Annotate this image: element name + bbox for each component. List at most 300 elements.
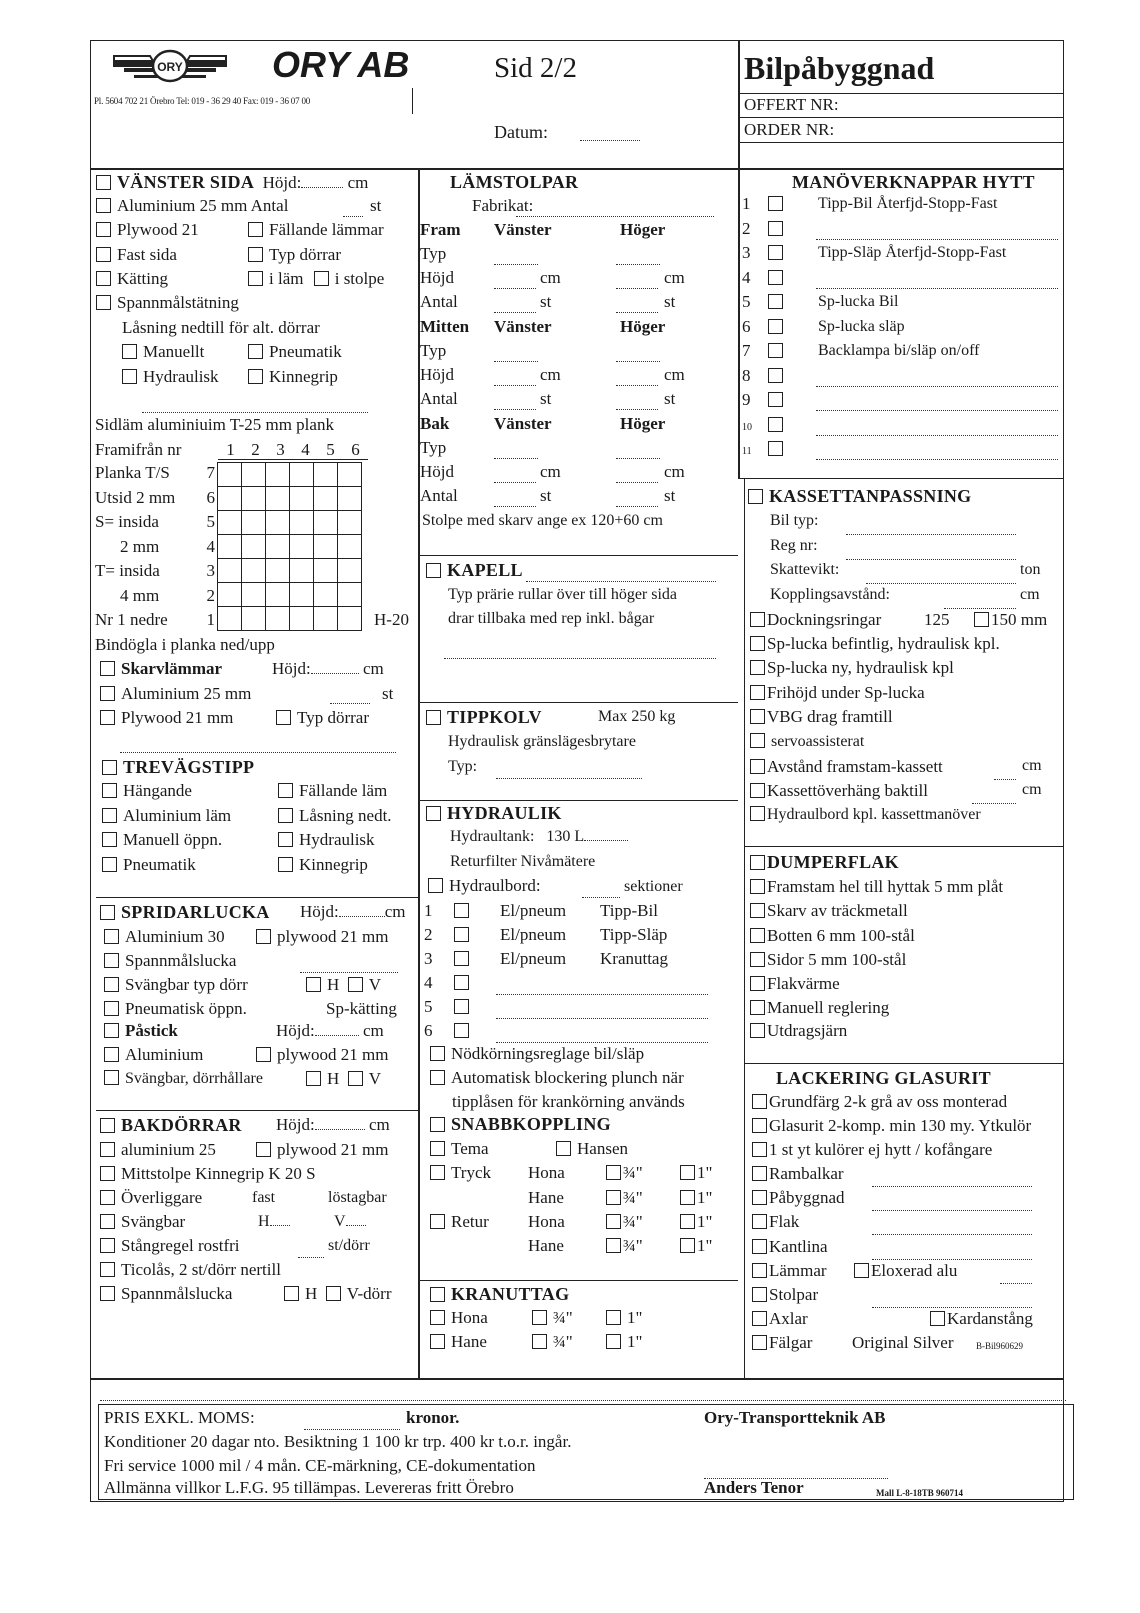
coupling-size-checkbox[interactable] [606,1238,621,1253]
svangbar-checkbox[interactable] [100,1214,115,1229]
offert-number-field[interactable]: OFFERT NR: [744,95,839,114]
plank-cell[interactable] [266,583,290,607]
kranuttag-hona-1-checkbox[interactable] [606,1310,621,1325]
button-field[interactable] [816,276,1058,289]
lamstolpar-field[interactable] [616,397,658,410]
coupling-size: ¾" [606,1236,643,1256]
kranuttag-checkbox[interactable] [430,1287,445,1302]
spannmalslucka-row: Spannmålslucka [104,951,236,971]
plank-cell[interactable] [314,487,338,511]
hydraulik-section-row [424,1021,475,1041]
aluminium-30-checkbox[interactable] [104,929,119,944]
lamstolpar-field[interactable] [494,276,536,289]
unit-label: st [664,486,676,505]
plank-cell[interactable] [218,487,242,511]
falgar-checkbox[interactable] [752,1335,767,1350]
unit-label: cm [540,462,561,481]
lamstolpar-field[interactable] [616,300,658,313]
button-field[interactable] [816,398,1058,411]
button-checkbox[interactable] [768,392,783,407]
retur-checkbox[interactable] [430,1214,445,1229]
coupling-size-checkbox[interactable] [680,1238,695,1253]
coupling-size-checkbox[interactable] [606,1165,621,1180]
eloxerad-checkbox[interactable] [854,1263,869,1278]
hydraulbord-field[interactable] [582,885,620,898]
plank-cell[interactable] [290,535,314,559]
trevagstipp-checkbox[interactable] [102,760,117,775]
manover-row [742,292,789,312]
pris-field[interactable] [304,1417,400,1430]
button-number: 1 [742,194,751,213]
plank-cell[interactable] [242,583,266,607]
button-function: Backlampa bi/släp on/off [818,342,980,359]
fast-sida-checkbox[interactable] [96,247,111,262]
plank-cell[interactable] [218,583,242,607]
pabyggnad-field[interactable] [872,1198,1032,1211]
lasning-nedt-checkbox[interactable] [278,808,293,823]
kranuttag-hona-checkbox[interactable] [430,1310,445,1325]
mittstolpe-checkbox[interactable] [100,1166,115,1181]
kinnegrip-checkbox[interactable] [248,369,263,384]
button-checkbox[interactable] [768,441,783,456]
typ-dorrar-checkbox[interactable] [248,247,263,262]
coupling-size-checkbox[interactable] [680,1165,695,1180]
plank-grid[interactable] [217,462,362,631]
hydraultank-field[interactable] [584,828,628,841]
section-checkbox[interactable] [454,1023,469,1038]
coupling-size-checkbox[interactable] [606,1190,621,1205]
coupling-size: ¾" [606,1188,643,1208]
botten-checkbox[interactable] [750,928,765,943]
svangbar-dorr-v-checkbox[interactable] [348,1071,363,1086]
skarvlammar-hojd: Höjd: cm [272,659,384,678]
section-checkbox[interactable] [454,951,469,966]
lamstolpar-row-label: Antal [420,389,458,408]
section-checkbox[interactable] [454,903,469,918]
section-field[interactable] [496,1006,708,1019]
lamstolpar-field[interactable] [494,300,536,313]
svangbar-h-checkbox[interactable] [306,977,321,992]
one-st-checkbox[interactable] [752,1142,767,1157]
aluminium-checkbox[interactable] [104,1047,119,1062]
coupling-size: 1" [680,1163,712,1183]
fast-sida-row: Fast sida [96,245,177,265]
plank-cell[interactable] [338,487,362,511]
plank-cell[interactable] [338,535,362,559]
spannmalstatning-checkbox[interactable] [96,295,111,310]
plank-cell[interactable] [242,463,266,487]
plank-cell[interactable] [290,463,314,487]
order-number-field[interactable]: ORDER NR: [744,120,835,139]
vanster-hojd-field[interactable] [301,175,343,188]
skarv-checkbox[interactable] [750,903,765,918]
kardan-checkbox[interactable] [930,1311,945,1326]
button-field[interactable] [816,227,1058,240]
svangbar-typ-checkbox[interactable] [104,977,119,992]
servo-checkbox[interactable] [750,733,765,748]
vanster-sida-checkbox[interactable] [96,175,111,190]
trevagstipp-row: TREVÄGSTIPP [102,757,254,778]
col3-section-line-2 [744,846,1064,847]
plank-cell[interactable] [338,463,362,487]
plank-cell[interactable] [242,607,266,631]
aluminium-lam-checkbox[interactable] [102,808,117,823]
plank-cell[interactable] [218,607,242,631]
plank-cell[interactable] [218,463,242,487]
pneumatik-checkbox-2[interactable] [102,857,117,872]
plank-cell[interactable] [266,607,290,631]
plywood-21mm-checkbox-2[interactable] [256,929,271,944]
aluminium-25-checkbox[interactable] [96,198,111,213]
section-checkbox[interactable] [454,927,469,942]
spannmalstatning-row: Spannmålstätning [96,293,239,313]
plank-cell[interactable] [314,511,338,535]
hansen-row: Hansen [556,1139,628,1159]
flakvarme-checkbox[interactable] [750,976,765,991]
lamstolpar-field[interactable] [494,446,538,459]
kantlina-row: Kantlina [752,1237,828,1257]
overhang-cm: cm [1022,781,1042,798]
lamstolpar-field[interactable] [616,349,660,362]
plank-cell[interactable] [338,583,362,607]
side-label: Vänster [494,414,552,433]
pneumatik-checkbox[interactable] [248,344,263,359]
svangbar-h-label: H [258,1213,290,1231]
plank-cell[interactable] [242,487,266,511]
dumperflak-checkbox[interactable] [750,855,765,870]
section-field[interactable] [496,1030,708,1043]
date-field[interactable] [580,128,640,141]
plank-cell[interactable] [266,487,290,511]
plank-cell[interactable] [290,511,314,535]
hydraulbord-kpl-row: Hydraulbord kpl. kassettmanöver [750,806,981,824]
framstam-row: Framstam hel till hyttak 5 mm plåt [750,877,1003,897]
spannmalslucka-field[interactable] [300,960,398,973]
sp-befintlig-checkbox[interactable] [750,636,765,651]
bil-typ-field[interactable] [846,522,1016,535]
fabrikat-field[interactable] [516,204,714,217]
bakdorrar-hojd-field[interactable] [315,1117,365,1130]
hydraulisk-checkbox-2[interactable] [278,832,293,847]
hydraulbord-kpl-checkbox[interactable] [750,806,765,821]
lammar-row: Lämmar [752,1261,827,1281]
button-number: 5 [742,292,751,311]
sidor-row: Sidor 5 mm 100-stål [750,950,906,970]
footer-divider [90,1378,1064,1380]
button-checkbox[interactable] [768,221,783,236]
spridarlucka-hojd: Höjd: cm [300,902,406,921]
stangregel-checkbox[interactable] [100,1238,115,1253]
plywood-21mm-row-3: plywood 21 mm [256,1045,388,1065]
kantlina-field[interactable] [872,1247,1032,1260]
overhang-checkbox[interactable] [750,783,765,798]
katting-checkbox[interactable] [96,271,111,286]
flak-field[interactable] [872,1222,1032,1235]
vbg-checkbox[interactable] [750,709,765,724]
axlar-checkbox[interactable] [752,1311,767,1326]
i-lam-checkbox[interactable] [248,271,263,286]
skarvlammar-checkbox[interactable] [100,661,115,676]
plank-cell[interactable] [266,559,290,583]
svangbar-v-checkbox[interactable] [348,977,363,992]
tema-checkbox[interactable] [430,1141,445,1156]
button-checkbox[interactable] [768,245,783,260]
coupling-label: Hane [528,1188,564,1207]
plank-cell[interactable] [314,607,338,631]
spannmal-h-checkbox[interactable] [284,1286,299,1301]
coupling-size-checkbox[interactable] [606,1214,621,1229]
kranuttag-hane-34-checkbox[interactable] [532,1334,547,1349]
snabbkoppling-row: SNABBKOPPLING [430,1114,611,1135]
spannmalslucka-checkbox-2[interactable] [100,1286,115,1301]
plank-cell[interactable] [338,511,362,535]
lamstolpar-field[interactable] [494,494,536,507]
spannmalslucka-checkbox[interactable] [104,953,119,968]
original-silver: Original Silver [852,1333,954,1352]
plank-cell[interactable] [338,559,362,583]
rambalkar-field[interactable] [872,1174,1032,1187]
tippkolv-typ-field[interactable] [496,766,642,779]
lamstolpar-field[interactable] [616,276,658,289]
typ-dorrar-checkbox-2[interactable] [276,710,291,725]
fallande-lam-checkbox[interactable] [278,783,293,798]
kapell-checkbox[interactable] [426,563,441,578]
framstam-checkbox[interactable] [750,879,765,894]
svangbar-dorr-checkbox[interactable] [104,1070,119,1085]
plank-cell[interactable] [290,559,314,583]
lamstolpar-field[interactable] [616,446,660,459]
header-row-line-3 [738,142,1064,143]
framifran-label: Framifrån nr [95,440,182,459]
sp-ny-checkbox[interactable] [750,660,765,675]
lamstolpar-field[interactable] [616,373,658,386]
plank-cell[interactable] [338,607,362,631]
lammar-checkbox[interactable] [752,1263,767,1278]
lamstolpar-row-label: Höjd [420,462,454,481]
section-field[interactable] [496,982,708,995]
aluminium-25mm-checkbox[interactable] [100,686,115,701]
lasning-free-field[interactable] [142,400,368,413]
svangbar-typ-row: Svängbar typ dörr [104,975,248,995]
kinnegrip-checkbox-2[interactable] [278,857,293,872]
katting-row: Kätting [96,269,168,289]
kranuttag-hane-1-checkbox[interactable] [606,1334,621,1349]
hansen-checkbox[interactable] [556,1141,571,1156]
fri-service-text: Fri service 1000 mil / 4 mån. CE-märkning, CE-dokumentation [104,1456,536,1475]
kantlina-checkbox[interactable] [752,1239,767,1254]
manover-row [742,390,789,410]
plank-cell[interactable] [218,511,242,535]
overhang-field[interactable] [972,791,1016,804]
pastick-hojd-field[interactable] [315,1023,359,1036]
frihojd-checkbox[interactable] [750,685,765,700]
plywood-21-checkbox[interactable] [96,222,111,237]
hydraulisk-checkbox[interactable] [122,369,137,384]
lamstolpar-field[interactable] [494,373,536,386]
plank-cell[interactable] [314,535,338,559]
lamstolpar-field[interactable] [616,470,658,483]
lamstolpar-row-label: Antal [420,486,458,505]
plank-cell[interactable] [242,511,266,535]
plank-cell[interactable] [290,487,314,511]
kranuttag-hona-34-checkbox[interactable] [532,1310,547,1325]
nodkorning-checkbox[interactable] [430,1046,445,1061]
tippkolv-checkbox[interactable] [426,710,441,725]
col2-section-line-3 [418,800,738,801]
svangbar-v-field[interactable] [346,1213,366,1226]
flak-checkbox[interactable] [752,1214,767,1229]
col3-section-line-3 [744,1063,1064,1064]
button-number: 11 [742,446,752,457]
skarvlammar-hojd-field[interactable] [311,661,359,674]
rambalkar-checkbox[interactable] [752,1166,767,1181]
spannmalslucka-hv: H V-dörr [284,1284,391,1304]
skarvlammar-free-field[interactable] [120,740,396,753]
tryck-row: Tryck [430,1163,491,1183]
lamstolpar-title: LÄMSTOLPAR [450,172,579,192]
stangregel-field[interactable] [298,1245,324,1258]
dockning-checkbox[interactable] [750,612,765,627]
hydraultank-label: Hydraultank: 130 L [450,828,628,846]
kranuttag-hane-checkbox[interactable] [430,1334,445,1349]
bakdorrar-checkbox[interactable] [100,1118,115,1133]
pneumatisk-oppn-checkbox[interactable] [104,1001,119,1016]
button-checkbox[interactable] [768,343,783,358]
svangbar-h-field[interactable] [270,1213,290,1226]
lasning-nedt-row: Låsning nedt. [278,806,392,826]
i-stolpe-checkbox[interactable] [314,271,329,286]
plank-cell[interactable] [242,559,266,583]
eloxerad-field[interactable] [1000,1271,1032,1284]
pabyggnad-checkbox[interactable] [752,1190,767,1205]
kopplings-field[interactable] [944,596,1016,609]
hydraulbord-checkbox[interactable] [428,878,443,893]
plank-cell[interactable] [290,583,314,607]
unit-label: st [664,292,676,311]
lamstolpar-field[interactable] [494,349,538,362]
ory-transportteknik: Ory-Transportteknik AB [704,1408,886,1427]
lamstolpar-field[interactable] [616,494,658,507]
avstand-field[interactable] [994,767,1016,780]
hydraulbord-row: Hydraulbord: [428,876,541,896]
section-function: Kranuttag [600,949,668,968]
coupling-size-checkbox[interactable] [680,1214,695,1229]
section-function: Tipp-Bil [600,901,658,920]
stolpar-checkbox[interactable] [752,1287,767,1302]
hangande-checkbox[interactable] [102,783,117,798]
overliggare-checkbox[interactable] [100,1190,115,1205]
glasurit-checkbox[interactable] [752,1118,767,1133]
plank-cell[interactable] [314,559,338,583]
plywood-21mm-checkbox-3[interactable] [256,1047,271,1062]
lamstolpar-group-title: Mitten [420,317,470,336]
lamstolpar-row-label: Höjd [420,268,454,287]
skattevikt-field[interactable] [866,571,1016,584]
lamstolpar-field[interactable] [494,252,538,265]
pastick-checkbox[interactable] [104,1023,119,1038]
grundfarg-checkbox[interactable] [752,1094,767,1109]
date-label: Datum: [494,122,548,142]
manuellt-checkbox[interactable] [122,344,137,359]
section-checkbox[interactable] [454,975,469,990]
plank-cell[interactable] [242,535,266,559]
button-field[interactable] [816,423,1058,436]
lamstolpar-field[interactable] [494,397,536,410]
hydraulik-checkbox[interactable] [426,806,441,821]
button-checkbox[interactable] [768,196,783,211]
button-checkbox[interactable] [768,270,783,285]
plank-cell[interactable] [266,463,290,487]
avstand-checkbox[interactable] [750,759,765,774]
sidor-checkbox[interactable] [750,952,765,967]
spridarlucka-checkbox[interactable] [100,905,115,920]
manuell-oppn-checkbox[interactable] [102,832,117,847]
tryck-checkbox[interactable] [430,1165,445,1180]
svangbar-dorr-h-checkbox[interactable] [306,1071,321,1086]
plywood-21mm-checkbox-4[interactable] [256,1142,271,1157]
utdrag-row: Utdragsjärn [750,1021,847,1041]
automatisk-checkbox[interactable] [430,1070,445,1085]
aluminium-25-low-checkbox[interactable] [100,1142,115,1157]
lamstolpar-field[interactable] [616,252,660,265]
plank-cell[interactable] [218,559,242,583]
fallande-lammar-checkbox[interactable] [248,222,263,237]
lamstolpar-field[interactable] [494,470,536,483]
side-label: Höger [620,414,666,433]
antal-field[interactable] [343,204,363,217]
skarvlammar-antal-field[interactable] [330,691,370,704]
automatisk-row: Automatisk blockering plunch när [430,1068,684,1088]
spannmal-v-checkbox[interactable] [326,1286,341,1301]
snabbkoppling-checkbox[interactable] [430,1117,445,1132]
button-checkbox[interactable] [768,417,783,432]
rambalkar-row: Rambalkar [752,1164,844,1184]
section-function: Tipp-Släp [600,925,668,944]
manuell-reg-checkbox[interactable] [750,1000,765,1015]
hangande-row: Hängande [102,781,192,801]
spridarlucka-hojd-field[interactable] [339,904,385,917]
section-checkbox[interactable] [454,999,469,1014]
plank-cell[interactable] [266,535,290,559]
hydraulik-row: HYDRAULIK [426,803,562,824]
plank-cell[interactable] [290,607,314,631]
button-field[interactable] [816,374,1058,387]
button-field[interactable] [816,447,1058,460]
button-checkbox[interactable] [768,294,783,309]
plank-cell[interactable] [218,535,242,559]
kranuttag-hona-1: 1" [606,1308,642,1328]
kapell-field[interactable] [526,569,716,582]
dockning-150-checkbox[interactable] [974,612,989,627]
kassett-checkbox[interactable] [748,489,763,504]
ticolas-row: Ticolås, 2 st/dörr nertill [100,1260,281,1280]
button-checkbox[interactable] [768,319,783,334]
reg-nr-field[interactable] [846,547,1016,560]
plywood-21mm-checkbox[interactable] [100,710,115,725]
section-number: 5 [424,997,433,1016]
h20-label: H-20 [374,610,409,629]
button-number: 4 [742,267,751,287]
coupling-size-checkbox[interactable] [680,1190,695,1205]
plank-cell[interactable] [314,583,338,607]
plank-cell[interactable] [266,511,290,535]
stolpar-field[interactable] [872,1295,1032,1308]
button-checkbox[interactable] [768,368,783,383]
kapell-free-field[interactable] [444,646,716,659]
ticolas-checkbox[interactable] [100,1262,115,1277]
plank-cell[interactable] [314,463,338,487]
utdrag-checkbox[interactable] [750,1023,765,1038]
